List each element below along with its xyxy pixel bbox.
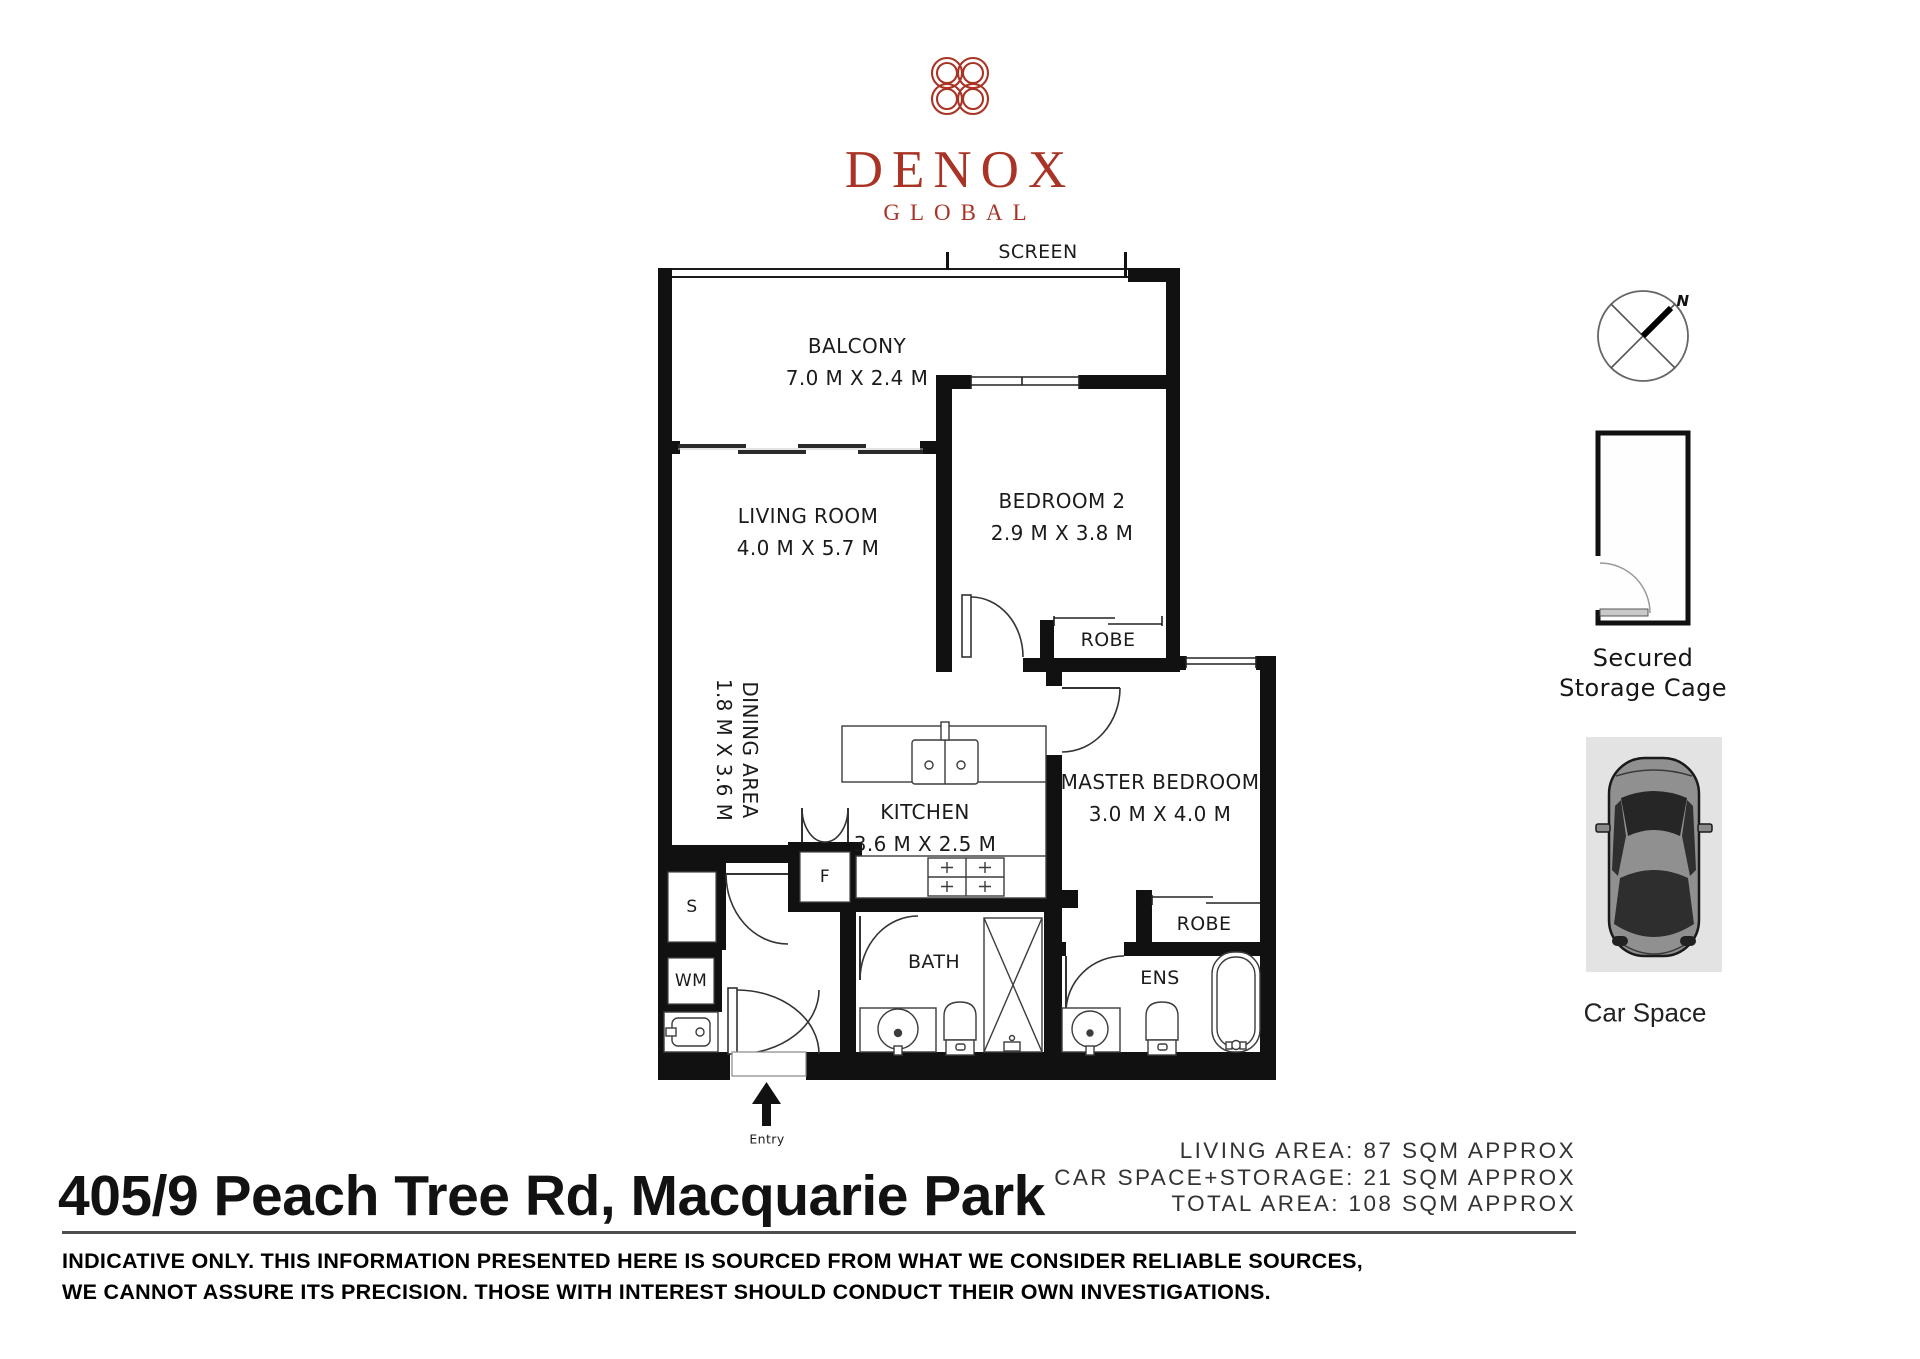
car-top-view — [1596, 758, 1712, 956]
area-total: TOTAL AREA: 108 SQM APPROX — [1171, 1191, 1576, 1216]
room-label-bath: BATH — [907, 951, 961, 973]
storage-cage-label-line1: Secured — [1592, 644, 1694, 672]
room-dims-bedroom2: 2.9 M X 3.8 M — [990, 521, 1134, 545]
fixture-label-washing-machine: WM — [674, 971, 708, 991]
disclaimer-line2: WE CANNOT ASSURE ITS PRECISION. THOSE WITH INTEREST SHOULD CONDUCT THEIR OWN INVESTIGATIONS. — [62, 1280, 1271, 1304]
room-label-ensuite: ENS — [1140, 967, 1180, 989]
room-label-living: LIVING ROOM — [737, 504, 879, 528]
brand-subtitle: GLOBAL — [883, 200, 1037, 225]
area-living: LIVING AREA: 87 SQM APPROX — [1179, 1138, 1576, 1163]
property-address: 405/9 Peach Tree Rd, Macquarie Park — [58, 1164, 1045, 1228]
car-space-label: Car Space — [1583, 997, 1707, 1028]
room-label-kitchen: KITCHEN — [880, 800, 970, 824]
walls — [658, 268, 1276, 1080]
divider-rule — [62, 1231, 1576, 1234]
room-dims-dining: 1.8 M X 3.6 M — [712, 678, 736, 822]
area-car-storage: CAR SPACE+STORAGE: 21 SQM APPROX — [1054, 1164, 1576, 1190]
storage-cage-diagram — [1592, 433, 1688, 623]
room-label-balcony: BALCONY — [807, 334, 907, 358]
room-label-dining-name: DINING AREA — [738, 681, 762, 819]
room-dims-kitchen: 3.6 M X 2.5 M — [853, 832, 997, 856]
robe-label-bedroom2: ROBE — [1080, 629, 1136, 651]
screen-label: SCREEN — [998, 241, 1078, 263]
brand-knot-icon — [932, 58, 988, 114]
disclaimer — [62, 1246, 1363, 1308]
fixture-label-storage: S — [686, 897, 698, 917]
disclaimer-line1: INDICATIVE ONLY. THIS INFORMATION PRESENTED HERE IS SOURCED FROM WHAT WE CONSIDER RELIABLE SOURCES, — [62, 1249, 1364, 1273]
room-dims-master: 3.0 M X 4.0 M — [1088, 802, 1232, 826]
brand-name: DENOX — [844, 141, 1076, 199]
room-label-master: MASTER BEDROOM — [1060, 770, 1260, 794]
room-label-dining — [711, 679, 763, 821]
room-label-bedroom2: BEDROOM 2 — [998, 489, 1126, 513]
room-dims-living: 4.0 M X 5.7 M — [736, 536, 880, 560]
area-summary — [1054, 1138, 1576, 1218]
room-dims-balcony: 7.0 M X 2.4 M — [785, 366, 929, 390]
balcony-sliding-doors — [678, 444, 923, 454]
fixture-label-fridge: F — [819, 867, 831, 887]
robe-label-master: ROBE — [1176, 913, 1232, 935]
compass-icon — [1598, 291, 1688, 381]
entry-arrow — [752, 1082, 781, 1126]
storage-cage-label-line2: Storage Cage — [1559, 674, 1727, 702]
compass-north-label: N — [1676, 292, 1690, 310]
entry-label: Entry — [749, 1131, 785, 1147]
car-space-diagram — [1586, 737, 1722, 972]
